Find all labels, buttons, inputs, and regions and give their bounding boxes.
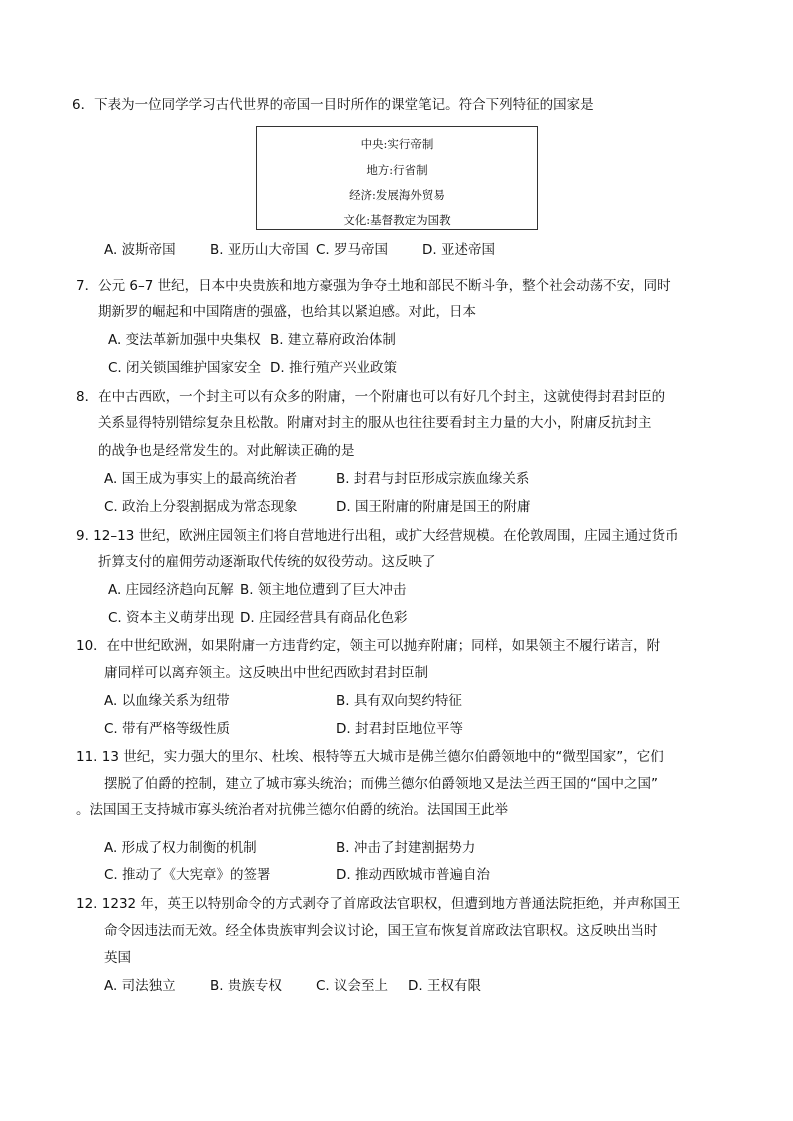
q6-option-a: A. 波斯帝国 [104, 242, 176, 258]
q6-notes-table [256, 126, 538, 230]
q8-stem-line: 的战争也是经常发生的。对此解读正确的是 [98, 443, 355, 459]
q6-option-d: D. 亚述帝国 [422, 242, 495, 258]
q7-option-d: D. 推行殖产兴业政策 [270, 360, 397, 376]
q9-stem-line: 折算支付的雇佣劳动逐渐取代传统的奴役劳动。这反映了 [98, 554, 436, 570]
q8-option-a: A. 国王成为事实上的最高统治者 [104, 471, 298, 487]
q12-option-d: D. 王权有限 [408, 978, 481, 994]
q12-option-b: B. 贵族专权 [210, 978, 282, 994]
q6-option-c: C. 罗马帝国 [316, 242, 389, 258]
q7-option-b: B. 建立幕府政治体制 [270, 332, 396, 348]
q10-stem-line: 10．在中世纪欧洲，如果附庸一方违背约定，领主可以抛弃附庸；同样，如果领主不履行诺言，附 [76, 638, 661, 654]
q11-stem-line: 摆脱了伯爵的控制，建立了城市寡头统治；而佛兰德尔伯爵领地又是法兰西王国的“国中之国” [104, 776, 658, 792]
q7-stem-line: 7．公元 6–7 世纪，日本中央贵族和地方豪强为争夺土地和部民不断斗争，整个社会动荡不安，同时 [76, 278, 671, 294]
q8-option-d: D. 国王附庸的附庸是国王的附庸 [336, 499, 531, 515]
q6-stem: 6．下表为一位同学学习古代世界的帝国一目时所作的课堂笔记。符合下列特征的国家是 [72, 97, 594, 113]
q6-table-row: 中央:实行帝制 [360, 137, 434, 151]
q9-option-b: B. 领主地位遭到了巨大冲击 [240, 582, 407, 598]
q7-option-c: C. 闭关锁国维护国家安全 [108, 360, 262, 376]
q10-option-d: D. 封君封臣地位平等 [336, 721, 463, 737]
q9-option-a: A. 庄园经济趋向瓦解 [108, 582, 234, 598]
q6-option-b: B. 亚历山大帝国 [210, 242, 309, 258]
q11-option-a: A. 形成了权力制衡的机制 [104, 840, 257, 856]
q8-option-b: B. 封君与封臣形成宗族血缘关系 [336, 471, 530, 487]
q6-table-row: 地方:行省制 [366, 163, 428, 177]
q10-option-b: B. 具有双向契约特征 [336, 693, 462, 709]
q11-option-b: B. 冲击了封建割据势力 [336, 840, 476, 856]
q9-option-d: D. 庄园经营具有商品化色彩 [240, 610, 408, 626]
q8-option-c: C. 政治上分裂割据成为常态现象 [104, 499, 298, 515]
q7-option-a: A. 变法革新加强中央集权 [108, 332, 261, 348]
q9-option-c: C. 资本主义萌芽出现 [108, 610, 235, 626]
q11-stem-line: 11. 13 世纪，实力强大的里尔、杜埃、根特等五大城市是佛兰德尔伯爵领地中的“微型国家”，它们 [76, 749, 664, 765]
q12-stem-line: 命令因违法而无效。经全体贵族审判会议讨论，国王宣布恢复首席政法官职权。这反映出当时 [104, 923, 658, 939]
q12-option-c: C. 议会至上 [316, 978, 389, 994]
q10-option-a: A. 以血缘关系为纽带 [104, 693, 230, 709]
q8-stem-line: 关系显得特别错综复杂且松散。附庸对封主的服从也往往要看封主力量的大小，附庸反抗封主 [98, 415, 652, 431]
q12-stem-line: 英国 [104, 950, 131, 966]
q11-stem-line: 。法国国王支持城市寡头统治者对抗佛兰德尔伯爵的统治。法国国王此举 [76, 802, 508, 818]
q6-table-row: 文化:基督教定为国教 [343, 213, 451, 227]
q9-stem-line: 9. 12–13 世纪，欧洲庄园领主们将自营地进行出租，或扩大经营规模。在伦敦周围，庄园主通过货币 [76, 528, 679, 544]
q12-option-a: A. 司法独立 [104, 978, 176, 994]
q12-stem-line: 12. 1232 年，英王以特别命令的方式剥夺了首席政法官职权，但遭到地方普通法院拒绝，并声称国王 [76, 896, 681, 912]
q10-option-c: C. 带有严格等级性质 [104, 721, 231, 737]
q8-stem-line: 8．在中古西欧，一个封主可以有众多的附庸，一个附庸也可以有好几个封主，这就使得封君封臣的 [76, 389, 666, 405]
q6-table-row: 经济:发展海外贸易 [349, 188, 445, 202]
q11-option-d: D. 推动西欧城市普遍自治 [336, 867, 490, 883]
q7-stem-line: 期新罗的崛起和中国隋唐的强盛，也给其以紧迫感。对此，日本 [98, 304, 476, 320]
q10-stem-line: 庸同样可以离弃领主。这反映出中世纪西欧封君封臣制 [104, 665, 428, 681]
q11-option-c: C. 推动了《大宪章》的签署 [104, 867, 271, 883]
